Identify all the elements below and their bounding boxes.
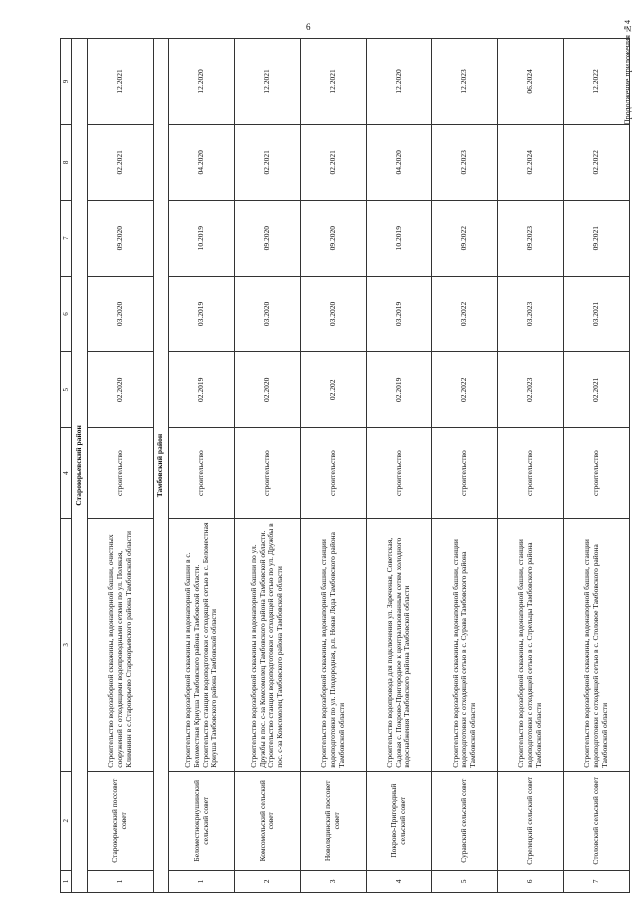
date-cell: 02.202 <box>300 352 366 428</box>
date-cell: 03.2019 <box>366 276 432 352</box>
rotated-table-wrapper <box>60 38 630 893</box>
date-cell: 12.2023 <box>432 39 498 125</box>
section-row <box>72 39 88 893</box>
date-cell: 03.2022 <box>432 276 498 352</box>
date-cell: 03.2020 <box>235 276 301 352</box>
table-row <box>432 39 498 893</box>
project-description: Строительство водозаборной скважины, водонапорной башни, станции водоподготовки с отходящей сетью в с. Сурава Тамбовского района Тамбовской области <box>432 519 498 772</box>
project-description: Строительство водопровода для подключения ул. Зареченая, Советская, Садовая с. Покрово-Пригородное к централизованным сетям холодного водоснабжения Тамбовского района Тамбовской области <box>366 519 432 772</box>
council-name: Стрелецкий сельский совет <box>498 771 564 870</box>
column-number: 4 <box>61 428 72 519</box>
council-name: Покрово-Пригородный сельский совет <box>366 771 432 870</box>
work-type: строительство <box>366 428 432 519</box>
row-number: 2 <box>235 870 301 892</box>
project-description: Строительство водозаборной скважины, водонапорной башни, очистных сооружений с отходящими водопроводными сетями по ул. Полякая, Климнинн в с.Староюрьево Староюрьевского района Тамбовской области <box>87 519 153 772</box>
date-cell: 02.2023 <box>432 124 498 200</box>
council-name: Новолядинский поссовет совет <box>300 771 366 870</box>
date-cell: 03.2021 <box>564 276 630 352</box>
work-type: строительство <box>169 428 235 519</box>
council-name: Беломестнокриушинский сельский совет <box>169 771 235 870</box>
page-number: 6 <box>306 22 311 32</box>
date-cell: 03.2019 <box>169 276 235 352</box>
date-cell: 04.2020 <box>366 124 432 200</box>
work-type: строительство <box>564 428 630 519</box>
date-cell: 03.2020 <box>87 276 153 352</box>
table-row <box>169 39 235 893</box>
date-cell: 02.2021 <box>300 124 366 200</box>
date-cell: 12.2021 <box>235 39 301 125</box>
date-cell: 03.2020 <box>300 276 366 352</box>
date-cell: 12.2020 <box>169 39 235 125</box>
date-cell: 12.2021 <box>87 39 153 125</box>
date-cell: 02.2021 <box>235 124 301 200</box>
table-row <box>366 39 432 893</box>
row-number: 7 <box>564 870 630 892</box>
date-cell: 02.2023 <box>498 352 564 428</box>
date-cell: 12.2021 <box>300 39 366 125</box>
date-cell: 10.2019 <box>169 200 235 276</box>
council-name: Суравский сельский совет <box>432 771 498 870</box>
date-cell: 02.2021 <box>87 124 153 200</box>
row-number: 5 <box>432 870 498 892</box>
date-cell: 02.2020 <box>235 352 301 428</box>
table-row <box>498 39 564 893</box>
section-title: Староюрьевский район <box>72 39 88 893</box>
row-number: 1 <box>169 870 235 892</box>
row-number: 3 <box>300 870 366 892</box>
continuation-label: Продолжение приложения №4 <box>623 20 632 126</box>
date-cell: 02.2022 <box>432 352 498 428</box>
date-cell: 02.2024 <box>498 124 564 200</box>
date-cell: 09.2020 <box>87 200 153 276</box>
table-row <box>235 39 301 893</box>
council-name: Комсомольский сельский совет <box>235 771 301 870</box>
council-name: Староюрьевский поссовет совет <box>87 771 153 870</box>
date-cell: 03.2023 <box>498 276 564 352</box>
table-row <box>87 39 153 893</box>
column-number: 7 <box>61 200 72 276</box>
date-cell: 09.2020 <box>235 200 301 276</box>
table-row <box>564 39 630 893</box>
project-description: Строительство водозаборной скважины, водонапорной башни, станции водоподготовки с отходящей сетью в с. Столовое Тамбовского района Тамбовской области <box>564 519 630 772</box>
date-cell: 12.2022 <box>564 39 630 125</box>
date-cell: 12.2020 <box>366 39 432 125</box>
date-cell: 02.2022 <box>564 124 630 200</box>
work-type: строительство <box>432 428 498 519</box>
date-cell: 04.2020 <box>169 124 235 200</box>
row-number: 1 <box>87 870 153 892</box>
date-cell: 09.2023 <box>498 200 564 276</box>
table-body <box>61 39 630 893</box>
date-cell: 02.2019 <box>169 352 235 428</box>
project-description: Строительство водозаборной скважины и водонапорной башни по ул. Дружбы в пос. с-за Комсомолец Тамбовского района Тамбовской области. Строительство станции водоподготовки с отходящей сетью по ул. Дружбы в пос. с-за Комсомолец Тамбовского района Тамбовской области <box>235 519 301 772</box>
date-cell: 02.2020 <box>87 352 153 428</box>
date-cell: 09.2022 <box>432 200 498 276</box>
project-description: Строительство водозаборной скважины, водонапорной башни, станции водоподготовки с отходящей сетью в с. Стрельцы Тамбовского района Тамбовской области <box>498 519 564 772</box>
investment-schedule-table <box>60 38 630 893</box>
date-cell: 02.2021 <box>564 352 630 428</box>
project-description: Строительство водозаборной скважины и водонапорной башни в с. Беломестная Криуша Тамбовского района Тамбовской области. Строительство станции водоподготовки с отходящей сетью в с. Беломестная Криуша Тамбовского района Тамбовской области <box>169 519 235 772</box>
date-cell: 10.2019 <box>366 200 432 276</box>
date-cell: 09.2021 <box>564 200 630 276</box>
work-type: строительство <box>87 428 153 519</box>
work-type: строительство <box>498 428 564 519</box>
work-type: строительство <box>235 428 301 519</box>
column-number: 3 <box>61 519 72 772</box>
column-number: 5 <box>61 352 72 428</box>
column-number: 1 <box>61 870 72 892</box>
column-number: 2 <box>61 771 72 870</box>
section-title: Тамбовский район <box>153 39 169 893</box>
council-name: Столовский сельский совет <box>564 771 630 870</box>
date-cell: 02.2019 <box>366 352 432 428</box>
column-number-row <box>61 39 72 893</box>
column-number: 8 <box>61 124 72 200</box>
work-type: строительство <box>300 428 366 519</box>
row-number: 4 <box>366 870 432 892</box>
row-number: 6 <box>498 870 564 892</box>
section-row <box>153 39 169 893</box>
table-row <box>300 39 366 893</box>
date-cell: 06.2024 <box>498 39 564 125</box>
column-number: 6 <box>61 276 72 352</box>
column-number: 9 <box>61 39 72 125</box>
date-cell: 09.2020 <box>300 200 366 276</box>
table-container <box>60 38 630 893</box>
project-description: Строительство водозаборной скважины, водонапорной башни, станции водоподготовки по ул. Плодородная, р.п. Новая Ляда Тамбовского района Тамбовской области <box>300 519 366 772</box>
